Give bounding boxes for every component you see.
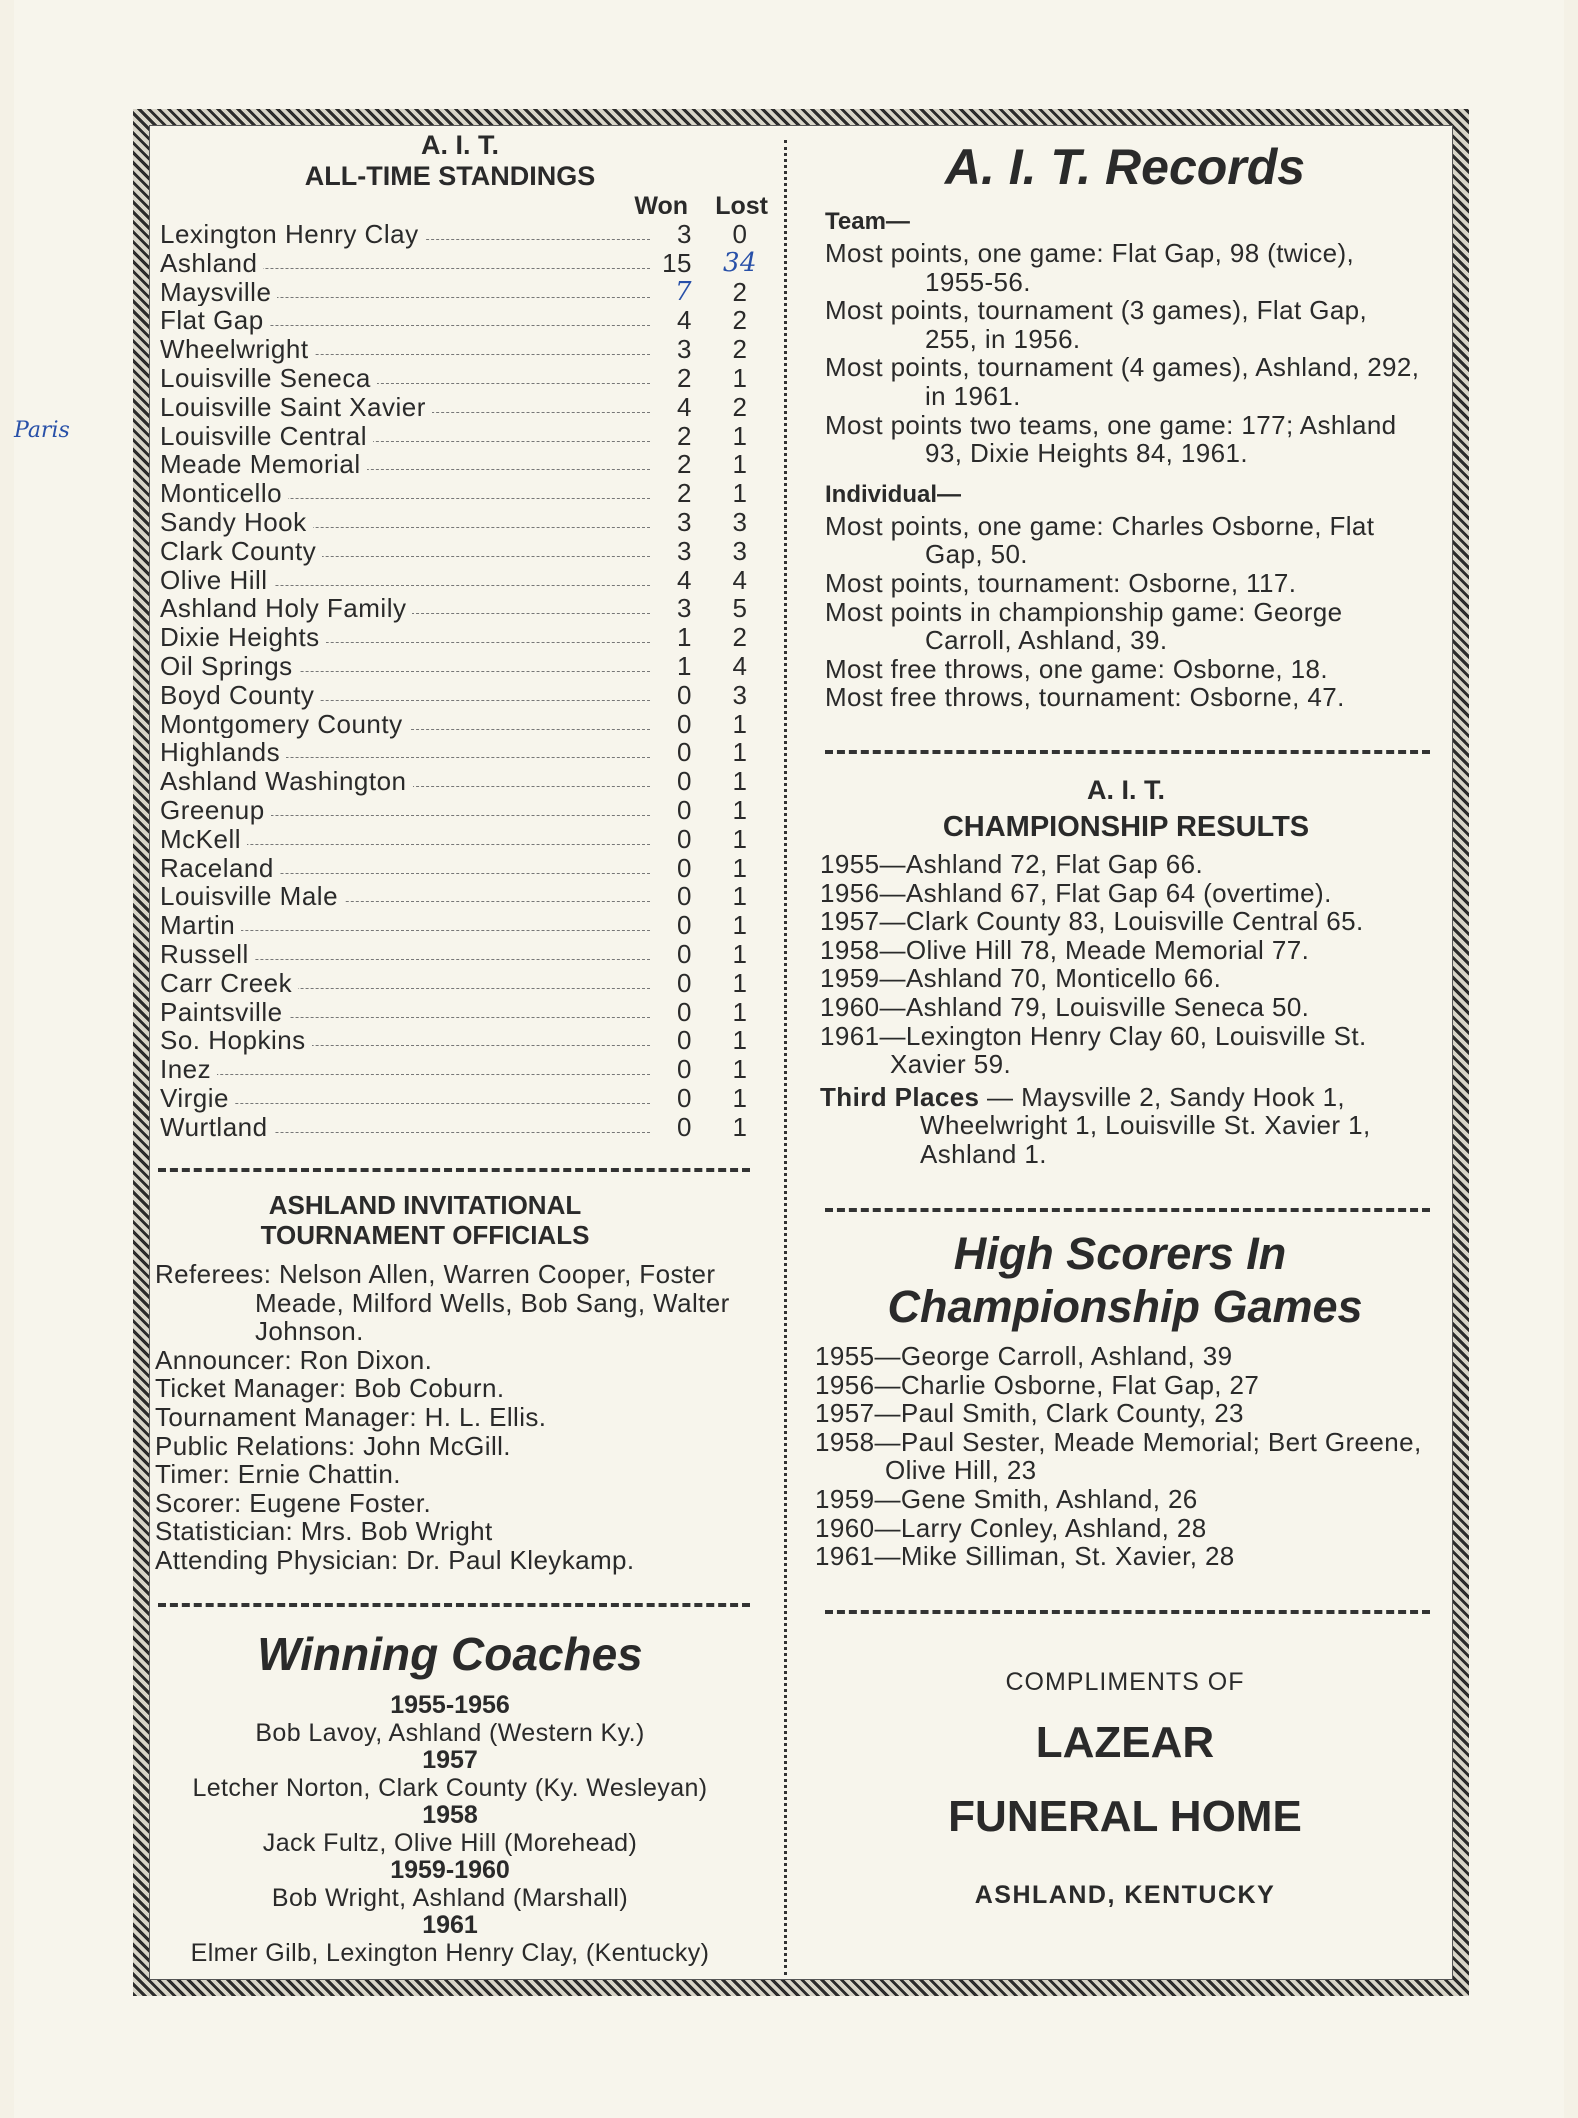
column-divider [784, 140, 787, 1975]
coach-years: 1958 [422, 1801, 478, 1829]
won-value: 4 [677, 305, 692, 336]
won-value: 2 [677, 478, 692, 509]
coach-name: Bob Lavoy, Ashland (Western Ky.) [255, 1719, 645, 1747]
lost-value: 4 [732, 650, 748, 681]
team-record: Most points, tournament (3 games), Flat Gap, 255, in 1956. [825, 295, 1368, 354]
lost-value: 1 [732, 1025, 748, 1056]
team-name: Lexington Henry Clay [160, 220, 425, 249]
official-line: Attending Physician: Dr. Paul Kleykamp. [155, 1544, 635, 1575]
lost-value: 3 [732, 535, 748, 566]
lost-handwritten: 34 [722, 247, 758, 278]
standings-row [160, 854, 760, 883]
lost-value: 1 [732, 708, 748, 739]
standings-row [160, 710, 760, 739]
won-value: 3 [677, 506, 692, 537]
standings-row [160, 1026, 760, 1055]
divider [158, 1168, 750, 1172]
team-name: Russell [160, 940, 255, 969]
standings-title-2: ALL-TIME STANDINGS [304, 161, 596, 191]
won-value: 1 [677, 650, 692, 681]
team-name: Dixie Heights [160, 623, 326, 652]
won-value: 0 [677, 1082, 692, 1113]
lost-value: 1 [732, 967, 748, 998]
standings-row [160, 681, 760, 710]
scorers-section [815, 1228, 1435, 1571]
standings-row [160, 278, 760, 307]
standings-row [160, 249, 760, 278]
individual-record: Most free throws, tournament: Osborne, 47. [825, 682, 1345, 713]
team-name: Ashland Holy Family [160, 594, 412, 623]
team-name: Greenup [160, 796, 271, 825]
standings-row [160, 479, 760, 508]
records-title: A. I. T. Records [944, 139, 1306, 195]
standings-row [160, 335, 760, 364]
won-value: 0 [677, 1111, 692, 1142]
lost-value: 2 [732, 276, 748, 307]
records-section [825, 135, 1425, 712]
standings-row [160, 393, 760, 422]
coaches-section [150, 1622, 750, 1967]
official-line: Statistician: Mrs. Bob Wright [155, 1516, 493, 1547]
lost-value: 4 [732, 564, 748, 595]
team-name: Raceland [160, 854, 280, 883]
won-value: 0 [677, 708, 692, 739]
standings-row [160, 508, 760, 537]
high-scorer: 1957—Paul Smith, Clark County, 23 [815, 1398, 1244, 1429]
lost-value: 1 [732, 1082, 748, 1113]
team-name: Montgomery County [160, 710, 409, 739]
lost-value: 1 [732, 852, 748, 883]
official-line: Referees: Nelson Allen, Warren Cooper, Foster Meade, Milford Wells, Bob Sang, Walter Johnson. [155, 1259, 730, 1347]
standings-row [160, 998, 760, 1027]
team-name: Boyd County [160, 681, 320, 710]
high-scorer: 1955—George Carroll, Ashland, 39 [815, 1341, 1233, 1371]
ad-location: ASHLAND, KENTUCKY [974, 1881, 1276, 1909]
coach-years: 1957 [422, 1746, 478, 1774]
individual-heading: Individual— [825, 480, 962, 508]
won-value: 0 [677, 852, 692, 883]
lost-value: 2 [732, 622, 748, 653]
won-value: 15 [662, 247, 692, 278]
official-line: Announcer: Ron Dixon. [155, 1344, 433, 1375]
coach-years: 1955-1956 [390, 1691, 510, 1719]
lost-value: 1 [732, 420, 748, 451]
championship-result: 1957—Clark County 83, Louisville Central 65. [820, 906, 1364, 937]
margin-note: Paris [14, 418, 70, 443]
lost-value: 5 [732, 593, 748, 624]
standings-row [160, 1113, 760, 1142]
lost-value: 0 [732, 219, 748, 249]
ad-compliments: COMPLIMENTS OF [1005, 1668, 1245, 1696]
standings-row [160, 1084, 760, 1113]
standings-row [160, 796, 760, 825]
leader-dots [160, 1074, 650, 1075]
won-value: 4 [677, 564, 692, 595]
championship-result: 1960—Ashland 79, Louisville Seneca 50. [820, 991, 1310, 1022]
team-name: Ashland Washington [160, 767, 413, 796]
individual-record: Most points, tournament: Osborne, 117. [825, 567, 1297, 598]
individual-record: Most points in championship game: George Carroll, Ashland, 39. [825, 596, 1343, 656]
championship-result: 1959—Ashland 70, Monticello 66. [820, 963, 1222, 994]
team-name: Wurtland [160, 1113, 274, 1142]
won-value: 1 [677, 622, 692, 653]
lost-value: 3 [732, 679, 748, 710]
team-name: Meade Memorial [160, 450, 367, 479]
team-name: Virgie [160, 1084, 235, 1113]
lost-value: 1 [732, 737, 748, 768]
won-header: Won [634, 192, 688, 220]
standings-row [160, 566, 760, 595]
team-name: Highlands [160, 738, 286, 767]
ad-name-1: LAZEAR [1035, 1718, 1215, 1767]
championship-result: 1955—Ashland 72, Flat Gap 66. [820, 849, 1204, 879]
official-line: Public Relations: John McGill. [155, 1430, 511, 1461]
won-value: 3 [677, 219, 692, 249]
standings-row [160, 825, 760, 854]
team-name: Louisville Male [160, 882, 344, 911]
won-value: 0 [677, 737, 692, 768]
championship-result: 1961—Lexington Henry Clay 60, Louisville St. Xavier 59. [820, 1020, 1367, 1080]
standings-row [160, 1055, 760, 1084]
coach-name: Jack Fultz, Olive Hill (Morehead) [262, 1829, 638, 1857]
won-handwritten: 7 [674, 276, 692, 307]
standings-header [160, 192, 768, 220]
coach-name: Bob Wright, Ashland (Marshall) [271, 1884, 629, 1912]
divider [825, 1208, 1430, 1212]
team-name: Monticello [160, 479, 288, 508]
lost-value: 1 [732, 766, 748, 797]
won-value: 0 [677, 967, 692, 998]
coach-years: 1961 [422, 1911, 478, 1939]
standings-row [160, 969, 760, 998]
official-line: Tournament Manager: H. L. Ellis. [155, 1401, 547, 1432]
team-record: Most points two teams, one game: 177; Ashland 93, Dixie Heights 84, 1961. [825, 409, 1397, 469]
team-name: Martin [160, 911, 241, 940]
official-line: Scorer: Eugene Foster. [155, 1487, 432, 1518]
team-name: Oil Springs [160, 652, 299, 681]
championship-title-2: CHAMPIONSHIP RESULTS [942, 811, 1310, 843]
won-value: 3 [677, 593, 692, 624]
won-value: 4 [677, 391, 692, 422]
standings-row [160, 652, 760, 681]
championship-result: 1958—Olive Hill 78, Meade Memorial 77. [820, 934, 1310, 965]
won-value: 0 [677, 938, 692, 969]
advertisement [810, 1660, 1440, 1938]
lost-value: 1 [732, 996, 748, 1027]
won-value: 3 [677, 535, 692, 566]
lost-header: Lost [715, 192, 768, 220]
lost-value: 1 [732, 938, 748, 969]
ad-name-2: FUNERAL HOME [948, 1792, 1302, 1841]
standings-row [160, 364, 760, 393]
high-scorer: 1961—Mike Silliman, St. Xavier, 28 [815, 1541, 1235, 1572]
standings-row [160, 220, 760, 249]
lost-value: 2 [732, 305, 748, 336]
standings-row [160, 911, 760, 940]
standings-row [160, 767, 760, 796]
won-value: 2 [677, 420, 692, 451]
individual-record: Most points, one game: Charles Osborne, Flat Gap, 50. [825, 510, 1375, 570]
team-name: Inez [160, 1055, 217, 1084]
high-scorer: 1959—Gene Smith, Ashland, 26 [815, 1483, 1198, 1514]
lost-value: 2 [732, 391, 748, 422]
standings-table [160, 220, 760, 1142]
lost-value: 1 [732, 794, 748, 825]
lost-value: 1 [732, 1054, 748, 1085]
championship-section [820, 772, 1432, 1169]
standings-title-1: A. I. T. [420, 130, 499, 160]
third-places [820, 1083, 1432, 1169]
won-value: 0 [677, 679, 692, 710]
won-value: 0 [677, 1025, 692, 1056]
divider [158, 1603, 750, 1607]
divider [825, 750, 1430, 754]
lost-value: 1 [732, 362, 748, 393]
won-value: 3 [677, 334, 692, 365]
official-line: Timer: Ernie Chattin. [155, 1459, 401, 1490]
officials-title-1: ASHLAND INVITATIONAL [268, 1190, 582, 1220]
lost-value: 1 [732, 1111, 748, 1142]
team-name: So. Hopkins [160, 1026, 312, 1055]
team-name: Louisville Saint Xavier [160, 393, 432, 422]
standings-row [160, 738, 760, 767]
won-value: 0 [677, 910, 692, 941]
lost-value: 2 [732, 334, 748, 365]
standings-row [160, 306, 760, 335]
standings-row [160, 882, 760, 911]
team-name: Sandy Hook [160, 508, 313, 537]
third-places-text: — Maysville 2, Sandy Hook 1, Wheelwright 1, Louisville St. Xavier 1, Ashland 1. [920, 1081, 1371, 1169]
standings-row [160, 594, 760, 623]
lost-value: 1 [732, 910, 748, 941]
third-places-label: Third Places [820, 1081, 980, 1112]
won-value: 0 [677, 794, 692, 825]
team-name: Ashland [160, 249, 263, 278]
won-value: 0 [677, 823, 692, 854]
scorers-title-1: High Scorers In [953, 1228, 1287, 1279]
individual-record: Most free throws, one game: Osborne, 18. [825, 653, 1329, 684]
team-name: Olive Hill [160, 566, 274, 595]
coach-name: Elmer Gilb, Lexington Henry Clay, (Kentucky) [190, 1939, 710, 1967]
standings-row [160, 450, 760, 479]
standings-row [160, 422, 760, 451]
divider [825, 1610, 1430, 1614]
standings-row [160, 623, 760, 652]
championship-result: 1956—Ashland 67, Flat Gap 64 (overtime). [820, 877, 1332, 908]
officials-section [155, 1190, 755, 1575]
lost-value: 1 [732, 823, 748, 854]
high-scorer: 1958—Paul Sester, Meade Memorial; Bert Greene, Olive Hill, 23 [815, 1426, 1422, 1486]
standings-row [160, 537, 760, 566]
standings-section [160, 130, 768, 1142]
lost-value: 1 [732, 881, 748, 912]
team-name: Carr Creek [160, 969, 298, 998]
won-value: 0 [677, 1054, 692, 1085]
won-value: 0 [677, 766, 692, 797]
won-value: 2 [677, 362, 692, 393]
coaches-title: Winning Coaches [257, 1628, 643, 1680]
won-value: 0 [677, 996, 692, 1027]
team-name: Louisville Central [160, 422, 373, 451]
team-heading: Team— [825, 208, 910, 235]
won-value: 0 [677, 881, 692, 912]
team-record: Most points, one game: Flat Gap, 98 (twice), 1955-56. [825, 238, 1355, 297]
coach-name: Letcher Norton, Clark County (Ky. Wesleyan) [192, 1774, 708, 1802]
officials-title-2: TOURNAMENT OFFICIALS [260, 1220, 590, 1250]
team-name: Wheelwright [160, 335, 315, 364]
lost-value: 1 [732, 478, 748, 509]
team-name: Flat Gap [160, 306, 270, 335]
coach-years: 1959-1960 [390, 1856, 510, 1884]
team-record: Most points, tournament (4 games), Ashland, 292, in 1961. [825, 352, 1420, 411]
championship-title-1: A. I. T. [1086, 775, 1165, 805]
standings-row [160, 940, 760, 969]
won-value: 2 [677, 449, 692, 480]
team-name: Clark County [160, 537, 322, 566]
team-name: Louisville Seneca [160, 364, 377, 393]
lost-value: 1 [732, 449, 748, 480]
high-scorer: 1956—Charlie Osborne, Flat Gap, 27 [815, 1369, 1260, 1400]
team-name: Paintsville [160, 998, 289, 1027]
lost-value: 3 [732, 506, 748, 537]
high-scorer: 1960—Larry Conley, Ashland, 28 [815, 1512, 1207, 1543]
team-name: McKell [160, 825, 247, 854]
team-name: Maysville [160, 278, 277, 307]
official-line: Ticket Manager: Bob Coburn. [155, 1373, 505, 1404]
scorers-title-2: Championship Games [887, 1281, 1363, 1332]
